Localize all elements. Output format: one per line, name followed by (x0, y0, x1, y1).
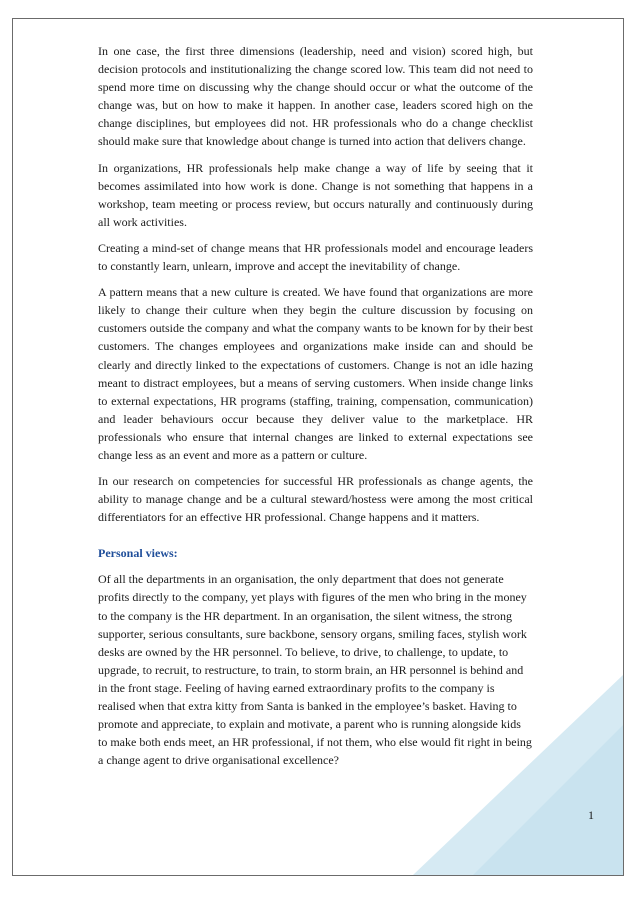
paragraph: A pattern means that a new culture is created. We have found that organizations are more likely to change their culture when they begin the culture discussion by focusing on customers outside the company and what the company wants to be known for by their best customers. The changes employees and organizations make inside can and should be clearly and directly linked to the expectations of customers. Change is not an idle hazing meant to distract employees, but a means of serving customers. When inside change links to external expectations, HR programs (staffing, training, compensation, communication) and leader behaviours occur because they deliver value to the marketplace. HR professionals who ensure that internal changes are linked to external expectations see change less as an event and more as a pattern or culture. (98, 285, 533, 462)
paragraph: In organizations, HR professionals help make change a way of life by seeing that it becomes assimilated into how work is done. Change is not something that happens in a workshop, team meeting or process review, but occurs naturally and continuously during all work activities. (98, 160, 533, 229)
paragraph: In our research on competencies for successful HR professionals as change agents, the ability to manage change and be a cultural steward/hostess were among the most critical differentiators for an effective HR professional. Change happens and it matters. (98, 474, 533, 525)
paragraph: Creating a mind-set of change means that HR professionals model and encourage leaders to constantly learn, unlearn, improve and accept the inevitability of change. (98, 240, 533, 274)
personal-views-heading: Personal views: (98, 546, 178, 561)
paragraph: In one case, the first three dimensions (leadership, need and vision) scored high, but decision protocols and institutionalizing the change scored low. This team did not need to spend more time on discussing why the change should occur or what the outcome of the change was, but on how to make it happen. In another case, leaders scored high on the change disciplines, but employees did not. HR professionals who do a change checklist should make sure that knowledge about change is turned into action that delivers change. (98, 44, 533, 149)
document-body (98, 42, 533, 769)
page-number: 1 (588, 808, 594, 822)
personal-views-paragraph: Of all the departments in an organisation, the only department that does not generate profits directly to the company, yet plays with figures of the men who bring in the money to the company is the HR department. In an organisation, the silent witness, the strong supporter, serious consultants, sure backbone, sensory organs, smiling faces, stylish work desks are owned by the HR personnel. To believe, to drive, to challenge, to update, to upgrade, to recruit, to restructure, to train, to storm brain, an HR personnel is behind and in the front stage. Feeling of having earned extraordinary profits to the company is realised when that extra kitty from Santa is banked in the employee’s basket. Having to promote and appreciate, to explain and motivate, a parent who is running alongside kids to make both ends meet, an HR professional, if not them, who else would fit right in being a change agent to drive organisational excellence? (98, 572, 532, 768)
